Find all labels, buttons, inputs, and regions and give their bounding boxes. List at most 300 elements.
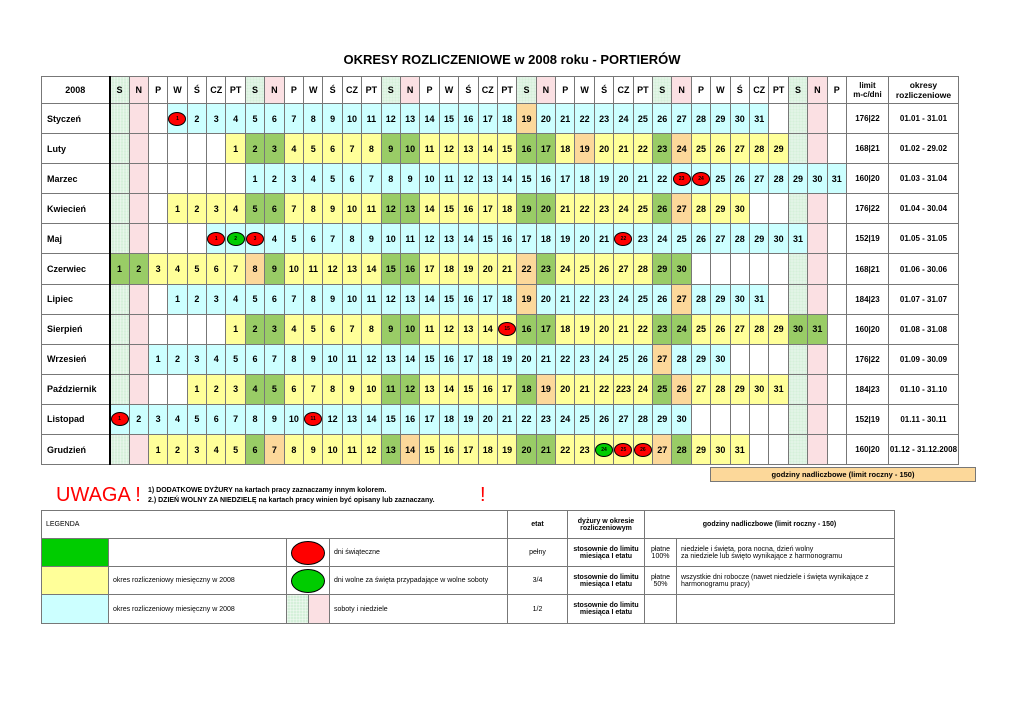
- day-cell[interactable]: 26: [653, 284, 672, 314]
- day-cell[interactable]: 18: [497, 104, 516, 134]
- day-cell[interactable]: 26: [653, 194, 672, 224]
- day-cell[interactable]: 2: [168, 344, 187, 374]
- day-cell[interactable]: 9: [265, 404, 284, 434]
- day-cell[interactable]: 28: [672, 435, 691, 465]
- day-cell[interactable]: 29: [653, 404, 672, 434]
- day-cell[interactable]: 28: [750, 314, 769, 344]
- day-cell[interactable]: 9: [381, 314, 400, 344]
- day-cell[interactable]: [168, 104, 187, 134]
- day-cell[interactable]: 13: [342, 254, 361, 284]
- day-cell[interactable]: 21: [556, 194, 575, 224]
- day-cell[interactable]: 24: [614, 284, 633, 314]
- day-cell[interactable]: 16: [439, 435, 458, 465]
- day-cell[interactable]: 1: [168, 284, 187, 314]
- day-cell[interactable]: 17: [536, 314, 555, 344]
- day-cell[interactable]: 22: [556, 435, 575, 465]
- day-cell[interactable]: 12: [362, 344, 381, 374]
- day-cell[interactable]: 5: [245, 104, 264, 134]
- day-cell[interactable]: 19: [556, 224, 575, 254]
- day-cell[interactable]: 29: [691, 344, 710, 374]
- day-cell[interactable]: 27: [672, 104, 691, 134]
- day-cell[interactable]: 26: [594, 404, 613, 434]
- day-cell[interactable]: 18: [439, 404, 458, 434]
- day-cell[interactable]: 16: [536, 164, 555, 194]
- day-cell[interactable]: 21: [556, 104, 575, 134]
- day-cell[interactable]: 12: [459, 164, 478, 194]
- day-cell[interactable]: 19: [536, 374, 555, 404]
- day-cell[interactable]: 21: [594, 224, 613, 254]
- day-cell[interactable]: 17: [478, 104, 497, 134]
- day-cell[interactable]: 23: [536, 404, 555, 434]
- day-cell[interactable]: 2: [245, 134, 264, 164]
- day-cell[interactable]: 25: [711, 164, 730, 194]
- day-cell[interactable]: 16: [517, 314, 536, 344]
- day-cell[interactable]: 6: [304, 224, 323, 254]
- day-cell[interactable]: 30: [730, 104, 749, 134]
- day-cell[interactable]: 14: [420, 194, 439, 224]
- day-cell[interactable]: 2: [265, 164, 284, 194]
- day-cell[interactable]: 24: [594, 344, 613, 374]
- day-cell[interactable]: 7: [362, 164, 381, 194]
- day-cell[interactable]: 7: [226, 254, 245, 284]
- day-cell[interactable]: 11: [362, 104, 381, 134]
- day-cell[interactable]: 27: [653, 344, 672, 374]
- day-cell[interactable]: 5: [226, 435, 245, 465]
- day-cell[interactable]: 11: [400, 224, 419, 254]
- day-cell[interactable]: 14: [459, 224, 478, 254]
- day-cell[interactable]: 1: [226, 134, 245, 164]
- day-cell[interactable]: 22: [653, 164, 672, 194]
- day-cell[interactable]: 11: [342, 435, 361, 465]
- day-cell[interactable]: 14: [400, 344, 419, 374]
- day-cell[interactable]: 27: [711, 224, 730, 254]
- day-cell[interactable]: 31: [750, 284, 769, 314]
- day-cell[interactable]: 18: [439, 254, 458, 284]
- day-cell[interactable]: 10: [420, 164, 439, 194]
- day-cell[interactable]: 1: [110, 254, 130, 284]
- day-cell[interactable]: 2: [129, 254, 148, 284]
- day-cell[interactable]: 7: [284, 284, 303, 314]
- day-cell[interactable]: 9: [323, 104, 342, 134]
- day-cell[interactable]: 27: [614, 254, 633, 284]
- day-cell[interactable]: 223: [614, 374, 633, 404]
- day-cell[interactable]: 6: [207, 254, 226, 284]
- day-cell[interactable]: 1: [226, 314, 245, 344]
- day-cell[interactable]: 14: [362, 254, 381, 284]
- day-cell[interactable]: 4: [207, 435, 226, 465]
- day-cell[interactable]: 20: [478, 254, 497, 284]
- day-cell[interactable]: 17: [536, 134, 555, 164]
- day-cell[interactable]: [110, 404, 130, 434]
- day-cell[interactable]: 15: [381, 254, 400, 284]
- day-cell[interactable]: 22: [575, 284, 594, 314]
- day-cell[interactable]: 19: [497, 344, 516, 374]
- day-cell[interactable]: 12: [439, 134, 458, 164]
- day-cell[interactable]: 4: [284, 134, 303, 164]
- day-cell[interactable]: 30: [730, 194, 749, 224]
- day-cell[interactable]: 12: [381, 194, 400, 224]
- day-cell[interactable]: 20: [575, 224, 594, 254]
- day-cell[interactable]: 5: [187, 254, 206, 284]
- day-cell[interactable]: 7: [284, 104, 303, 134]
- day-cell[interactable]: 25: [633, 284, 652, 314]
- day-cell[interactable]: 3: [187, 435, 206, 465]
- day-cell[interactable]: 20: [517, 344, 536, 374]
- day-cell[interactable]: 17: [420, 404, 439, 434]
- day-cell[interactable]: 9: [304, 344, 323, 374]
- day-cell[interactable]: 10: [342, 104, 361, 134]
- day-cell[interactable]: 19: [575, 134, 594, 164]
- day-cell[interactable]: 24: [614, 104, 633, 134]
- day-cell[interactable]: 4: [265, 224, 284, 254]
- day-cell[interactable]: 7: [304, 374, 323, 404]
- day-cell[interactable]: 24: [633, 374, 652, 404]
- day-cell[interactable]: 27: [614, 404, 633, 434]
- day-cell[interactable]: 29: [730, 374, 749, 404]
- day-cell[interactable]: 2: [129, 404, 148, 434]
- day-cell[interactable]: 17: [517, 224, 536, 254]
- day-cell[interactable]: 26: [711, 314, 730, 344]
- day-cell[interactable]: 5: [323, 164, 342, 194]
- day-cell[interactable]: 17: [420, 254, 439, 284]
- day-cell[interactable]: 4: [226, 194, 245, 224]
- day-cell[interactable]: 5: [245, 284, 264, 314]
- day-cell[interactable]: 21: [556, 284, 575, 314]
- day-cell[interactable]: 3: [284, 164, 303, 194]
- day-cell[interactable]: 5: [304, 314, 323, 344]
- day-cell[interactable]: [672, 164, 691, 194]
- day-cell[interactable]: 3: [148, 254, 167, 284]
- day-cell[interactable]: 15: [439, 104, 458, 134]
- day-cell[interactable]: 3: [265, 314, 284, 344]
- day-cell[interactable]: 19: [517, 194, 536, 224]
- day-cell[interactable]: 28: [691, 194, 710, 224]
- day-cell[interactable]: 24: [672, 134, 691, 164]
- day-cell[interactable]: 10: [342, 284, 361, 314]
- day-cell[interactable]: 21: [536, 435, 555, 465]
- day-cell[interactable]: 17: [497, 374, 516, 404]
- day-cell[interactable]: 2: [187, 104, 206, 134]
- day-cell[interactable]: 18: [556, 314, 575, 344]
- day-cell[interactable]: 15: [478, 224, 497, 254]
- day-cell[interactable]: 3: [265, 134, 284, 164]
- day-cell[interactable]: 29: [750, 224, 769, 254]
- day-cell[interactable]: 14: [478, 134, 497, 164]
- day-cell[interactable]: 7: [284, 194, 303, 224]
- day-cell[interactable]: 9: [323, 194, 342, 224]
- day-cell[interactable]: 15: [439, 194, 458, 224]
- day-cell[interactable]: 31: [827, 164, 846, 194]
- day-cell[interactable]: 13: [459, 134, 478, 164]
- day-cell[interactable]: 12: [439, 314, 458, 344]
- day-cell[interactable]: 29: [769, 314, 788, 344]
- day-cell[interactable]: 8: [304, 104, 323, 134]
- day-cell[interactable]: 26: [594, 254, 613, 284]
- day-cell[interactable]: 5: [226, 344, 245, 374]
- day-cell[interactable]: 12: [381, 284, 400, 314]
- day-cell[interactable]: 20: [594, 314, 613, 344]
- day-cell[interactable]: 1: [168, 194, 187, 224]
- day-cell[interactable]: 24: [672, 314, 691, 344]
- day-cell[interactable]: 23: [536, 254, 555, 284]
- day-cell[interactable]: 26: [672, 374, 691, 404]
- day-cell[interactable]: 13: [400, 104, 419, 134]
- day-cell[interactable]: 18: [575, 164, 594, 194]
- day-cell[interactable]: 20: [556, 374, 575, 404]
- day-cell[interactable]: 28: [691, 104, 710, 134]
- day-cell[interactable]: 6: [323, 314, 342, 344]
- day-cell[interactable]: 19: [459, 404, 478, 434]
- day-cell[interactable]: 23: [653, 314, 672, 344]
- day-cell[interactable]: 5: [265, 374, 284, 404]
- day-cell[interactable]: 20: [614, 164, 633, 194]
- day-cell[interactable]: 16: [400, 254, 419, 284]
- day-cell[interactable]: 28: [730, 224, 749, 254]
- day-cell[interactable]: 15: [497, 134, 516, 164]
- day-cell[interactable]: [614, 435, 633, 465]
- day-cell[interactable]: 22: [517, 254, 536, 284]
- day-cell[interactable]: 22: [594, 374, 613, 404]
- day-cell[interactable]: 30: [750, 374, 769, 404]
- day-cell[interactable]: 10: [400, 314, 419, 344]
- day-cell[interactable]: 20: [517, 435, 536, 465]
- day-cell[interactable]: 10: [323, 435, 342, 465]
- day-cell[interactable]: 28: [750, 134, 769, 164]
- day-cell[interactable]: 21: [614, 314, 633, 344]
- day-cell[interactable]: [226, 224, 245, 254]
- day-cell[interactable]: 30: [730, 284, 749, 314]
- day-cell[interactable]: 3: [187, 344, 206, 374]
- day-cell[interactable]: 26: [711, 134, 730, 164]
- day-cell[interactable]: 10: [400, 134, 419, 164]
- day-cell[interactable]: 23: [594, 284, 613, 314]
- day-cell[interactable]: 16: [400, 404, 419, 434]
- day-cell[interactable]: 28: [711, 374, 730, 404]
- day-cell[interactable]: 5: [245, 194, 264, 224]
- day-cell[interactable]: 24: [653, 224, 672, 254]
- day-cell[interactable]: 17: [459, 344, 478, 374]
- day-cell[interactable]: 12: [323, 404, 342, 434]
- day-cell[interactable]: 13: [459, 314, 478, 344]
- day-cell[interactable]: 2: [187, 284, 206, 314]
- day-cell[interactable]: 21: [536, 344, 555, 374]
- day-cell[interactable]: 15: [420, 435, 439, 465]
- day-cell[interactable]: 8: [304, 284, 323, 314]
- day-cell[interactable]: 21: [575, 374, 594, 404]
- day-cell[interactable]: 3: [148, 404, 167, 434]
- day-cell[interactable]: 22: [633, 314, 652, 344]
- day-cell[interactable]: 19: [517, 284, 536, 314]
- day-cell[interactable]: 16: [517, 134, 536, 164]
- day-cell[interactable]: 14: [362, 404, 381, 434]
- day-cell[interactable]: 16: [459, 104, 478, 134]
- day-cell[interactable]: 25: [633, 194, 652, 224]
- day-cell[interactable]: 11: [381, 374, 400, 404]
- day-cell[interactable]: 6: [323, 134, 342, 164]
- day-cell[interactable]: 25: [575, 404, 594, 434]
- day-cell[interactable]: 7: [265, 344, 284, 374]
- day-cell[interactable]: 23: [633, 224, 652, 254]
- day-cell[interactable]: 4: [168, 254, 187, 284]
- day-cell[interactable]: 21: [633, 164, 652, 194]
- day-cell[interactable]: 8: [245, 404, 264, 434]
- day-cell[interactable]: 19: [497, 435, 516, 465]
- day-cell[interactable]: 11: [304, 254, 323, 284]
- day-cell[interactable]: 10: [284, 404, 303, 434]
- day-cell[interactable]: 1: [148, 344, 167, 374]
- day-cell[interactable]: 9: [342, 374, 361, 404]
- day-cell[interactable]: 25: [575, 254, 594, 284]
- day-cell[interactable]: 11: [362, 284, 381, 314]
- day-cell[interactable]: 29: [711, 284, 730, 314]
- day-cell[interactable]: 22: [517, 404, 536, 434]
- day-cell[interactable]: [633, 435, 652, 465]
- day-cell[interactable]: 6: [265, 104, 284, 134]
- day-cell[interactable]: 13: [400, 284, 419, 314]
- day-cell[interactable]: 21: [497, 254, 516, 284]
- day-cell[interactable]: 28: [633, 404, 652, 434]
- day-cell[interactable]: 9: [381, 134, 400, 164]
- day-cell[interactable]: 30: [711, 344, 730, 374]
- day-cell[interactable]: [614, 224, 633, 254]
- day-cell[interactable]: 20: [536, 284, 555, 314]
- day-cell[interactable]: 5: [187, 404, 206, 434]
- day-cell[interactable]: [245, 224, 264, 254]
- day-cell[interactable]: 19: [459, 254, 478, 284]
- day-cell[interactable]: 9: [362, 224, 381, 254]
- day-cell[interactable]: 17: [478, 284, 497, 314]
- day-cell[interactable]: 20: [478, 404, 497, 434]
- day-cell[interactable]: 9: [265, 254, 284, 284]
- day-cell[interactable]: 27: [672, 284, 691, 314]
- day-cell[interactable]: 4: [304, 164, 323, 194]
- day-cell[interactable]: 22: [575, 104, 594, 134]
- day-cell[interactable]: 16: [459, 284, 478, 314]
- day-cell[interactable]: 22: [575, 194, 594, 224]
- day-cell[interactable]: 4: [284, 314, 303, 344]
- day-cell[interactable]: 12: [362, 435, 381, 465]
- day-cell[interactable]: 6: [265, 284, 284, 314]
- day-cell[interactable]: 15: [420, 344, 439, 374]
- day-cell[interactable]: 6: [265, 194, 284, 224]
- day-cell[interactable]: 10: [362, 374, 381, 404]
- day-cell[interactable]: 14: [497, 164, 516, 194]
- day-cell[interactable]: [497, 314, 516, 344]
- day-cell[interactable]: [304, 404, 323, 434]
- day-cell[interactable]: 6: [207, 404, 226, 434]
- day-cell[interactable]: 18: [478, 435, 497, 465]
- day-cell[interactable]: 11: [362, 194, 381, 224]
- day-cell[interactable]: 1: [148, 435, 167, 465]
- day-cell[interactable]: 29: [769, 134, 788, 164]
- day-cell[interactable]: 12: [400, 374, 419, 404]
- day-cell[interactable]: 12: [420, 224, 439, 254]
- day-cell[interactable]: 29: [653, 254, 672, 284]
- day-cell[interactable]: 27: [730, 134, 749, 164]
- day-cell[interactable]: 5: [284, 224, 303, 254]
- day-cell[interactable]: 11: [420, 134, 439, 164]
- day-cell[interactable]: [691, 164, 710, 194]
- day-cell[interactable]: 4: [226, 284, 245, 314]
- day-cell[interactable]: 31: [808, 314, 827, 344]
- day-cell[interactable]: 29: [711, 194, 730, 224]
- day-cell[interactable]: 30: [711, 435, 730, 465]
- day-cell[interactable]: 21: [497, 404, 516, 434]
- day-cell[interactable]: 23: [575, 344, 594, 374]
- day-cell[interactable]: 15: [439, 284, 458, 314]
- day-cell[interactable]: 17: [459, 435, 478, 465]
- day-cell[interactable]: 27: [750, 164, 769, 194]
- day-cell[interactable]: 15: [459, 374, 478, 404]
- day-cell[interactable]: 14: [420, 104, 439, 134]
- day-cell[interactable]: 26: [691, 224, 710, 254]
- day-cell[interactable]: 10: [284, 254, 303, 284]
- day-cell[interactable]: 7: [342, 134, 361, 164]
- day-cell[interactable]: 25: [633, 104, 652, 134]
- day-cell[interactable]: 26: [653, 104, 672, 134]
- day-cell[interactable]: 18: [497, 284, 516, 314]
- day-cell[interactable]: 25: [691, 134, 710, 164]
- day-cell[interactable]: 17: [556, 164, 575, 194]
- day-cell[interactable]: 1: [187, 374, 206, 404]
- day-cell[interactable]: 13: [342, 404, 361, 434]
- day-cell[interactable]: 27: [672, 194, 691, 224]
- day-cell[interactable]: 13: [478, 164, 497, 194]
- day-cell[interactable]: 25: [672, 224, 691, 254]
- day-cell[interactable]: 9: [400, 164, 419, 194]
- day-cell[interactable]: 19: [594, 164, 613, 194]
- day-cell[interactable]: 27: [691, 374, 710, 404]
- day-cell[interactable]: 11: [439, 164, 458, 194]
- day-cell[interactable]: 4: [207, 344, 226, 374]
- day-cell[interactable]: 8: [284, 344, 303, 374]
- day-cell[interactable]: 8: [362, 314, 381, 344]
- day-cell[interactable]: 13: [381, 344, 400, 374]
- day-cell[interactable]: 24: [556, 254, 575, 284]
- day-cell[interactable]: 30: [672, 254, 691, 284]
- day-cell[interactable]: 13: [420, 374, 439, 404]
- day-cell[interactable]: 5: [304, 134, 323, 164]
- day-cell[interactable]: 15: [517, 164, 536, 194]
- day-cell[interactable]: 2: [245, 314, 264, 344]
- day-cell[interactable]: 27: [730, 314, 749, 344]
- day-cell[interactable]: 23: [653, 134, 672, 164]
- day-cell[interactable]: 10: [381, 224, 400, 254]
- day-cell[interactable]: 1: [245, 164, 264, 194]
- day-cell[interactable]: 10: [323, 344, 342, 374]
- day-cell[interactable]: 3: [207, 284, 226, 314]
- day-cell[interactable]: 10: [342, 194, 361, 224]
- day-cell[interactable]: 22: [556, 344, 575, 374]
- day-cell[interactable]: 8: [362, 134, 381, 164]
- day-cell[interactable]: 18: [497, 194, 516, 224]
- day-cell[interactable]: [207, 224, 226, 254]
- day-cell[interactable]: 3: [207, 104, 226, 134]
- day-cell[interactable]: 28: [672, 344, 691, 374]
- day-cell[interactable]: 13: [381, 435, 400, 465]
- day-cell[interactable]: 18: [536, 224, 555, 254]
- day-cell[interactable]: 2: [187, 194, 206, 224]
- day-cell[interactable]: 13: [400, 194, 419, 224]
- day-cell[interactable]: 8: [245, 254, 264, 284]
- day-cell[interactable]: 19: [517, 104, 536, 134]
- day-cell[interactable]: 7: [323, 224, 342, 254]
- day-cell[interactable]: 3: [226, 374, 245, 404]
- day-cell[interactable]: 31: [769, 374, 788, 404]
- day-cell[interactable]: 26: [730, 164, 749, 194]
- day-cell[interactable]: 6: [245, 435, 264, 465]
- day-cell[interactable]: 18: [517, 374, 536, 404]
